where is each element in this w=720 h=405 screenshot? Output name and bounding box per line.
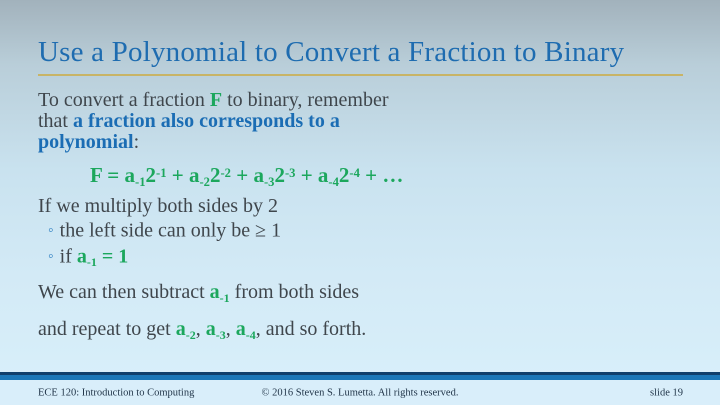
footer-course: ECE 120: Introduction to Computing xyxy=(38,387,195,398)
text-segment: -1 xyxy=(219,290,230,305)
text-segment: + a xyxy=(230,163,264,187)
text-segment: -1 xyxy=(86,254,97,269)
bullet-if-a1 xyxy=(38,245,678,269)
text-segment: -4 xyxy=(245,327,256,342)
text-segment: 2 xyxy=(209,163,221,187)
text-segment: a xyxy=(209,281,220,304)
text-segment: a fraction also corresponds to a xyxy=(73,110,340,132)
polynomial-formula xyxy=(90,162,678,188)
subtract-line xyxy=(38,279,678,305)
text-segment: -2 xyxy=(199,174,210,189)
footer-copyright: © 2016 Steven S. Lumetta. All rights reserved. xyxy=(261,387,459,398)
text-segment: -4 xyxy=(349,165,360,180)
text-segment: -2 xyxy=(185,327,196,342)
text-segment: If we multiply both sides by 2 xyxy=(38,195,278,217)
text-segment: if xyxy=(59,245,77,268)
body-content xyxy=(38,90,678,342)
text-segment: to binary, remember xyxy=(222,89,389,111)
text-segment: To convert a fraction xyxy=(38,89,210,111)
footer xyxy=(0,380,720,405)
text-segment: F = a xyxy=(90,163,136,187)
bullet-icon: ◦ xyxy=(48,222,54,239)
footer-accent-bar xyxy=(0,372,720,380)
text-segment: + a xyxy=(295,163,329,187)
text-segment: 2 xyxy=(274,163,285,187)
text-segment: + … xyxy=(359,163,404,187)
text-segment: 2 xyxy=(338,163,350,187)
text-segment: F xyxy=(209,89,223,111)
text-segment: from both sides xyxy=(229,281,360,304)
text-segment: a xyxy=(235,318,246,341)
text-segment: a xyxy=(76,245,87,268)
multiply-line xyxy=(38,196,678,217)
text-segment: We can then subtract xyxy=(38,281,210,304)
text-segment: , xyxy=(225,318,236,341)
slide-title: Use a Polynomial to Convert a Fraction to Binary xyxy=(38,36,625,68)
intro-line-2 xyxy=(38,111,678,132)
text-segment: -1 xyxy=(156,165,167,180)
text-segment: -4 xyxy=(328,174,339,189)
text-segment: the left side can only be ≥ 1 xyxy=(59,219,282,242)
text-segment: , xyxy=(195,318,206,341)
text-segment: a xyxy=(175,318,186,341)
text-segment: -1 xyxy=(135,174,146,189)
footer-slide-number: slide 19 xyxy=(650,387,683,398)
text-segment: = 1 xyxy=(96,245,129,268)
intro-line-3 xyxy=(38,132,678,153)
text-segment: 2 xyxy=(145,163,157,187)
text-segment: polynomial xyxy=(38,131,134,153)
text-segment: -3 xyxy=(215,327,226,342)
bullet-left-side xyxy=(38,219,678,243)
text-segment: , and so forth. xyxy=(255,318,367,341)
text-segment: : xyxy=(133,131,140,153)
intro-line-1 xyxy=(38,90,678,111)
text-segment: -3 xyxy=(263,174,275,189)
text-segment: + a xyxy=(166,163,200,187)
bullet-icon: ◦ xyxy=(48,247,54,265)
text-segment: and repeat to get xyxy=(38,318,176,341)
text-segment: -3 xyxy=(284,165,296,180)
text-segment: a xyxy=(205,318,216,341)
text-segment: -2 xyxy=(220,165,231,180)
text-segment: that xyxy=(38,110,73,132)
title-underline xyxy=(38,74,683,76)
repeat-line xyxy=(38,316,678,342)
